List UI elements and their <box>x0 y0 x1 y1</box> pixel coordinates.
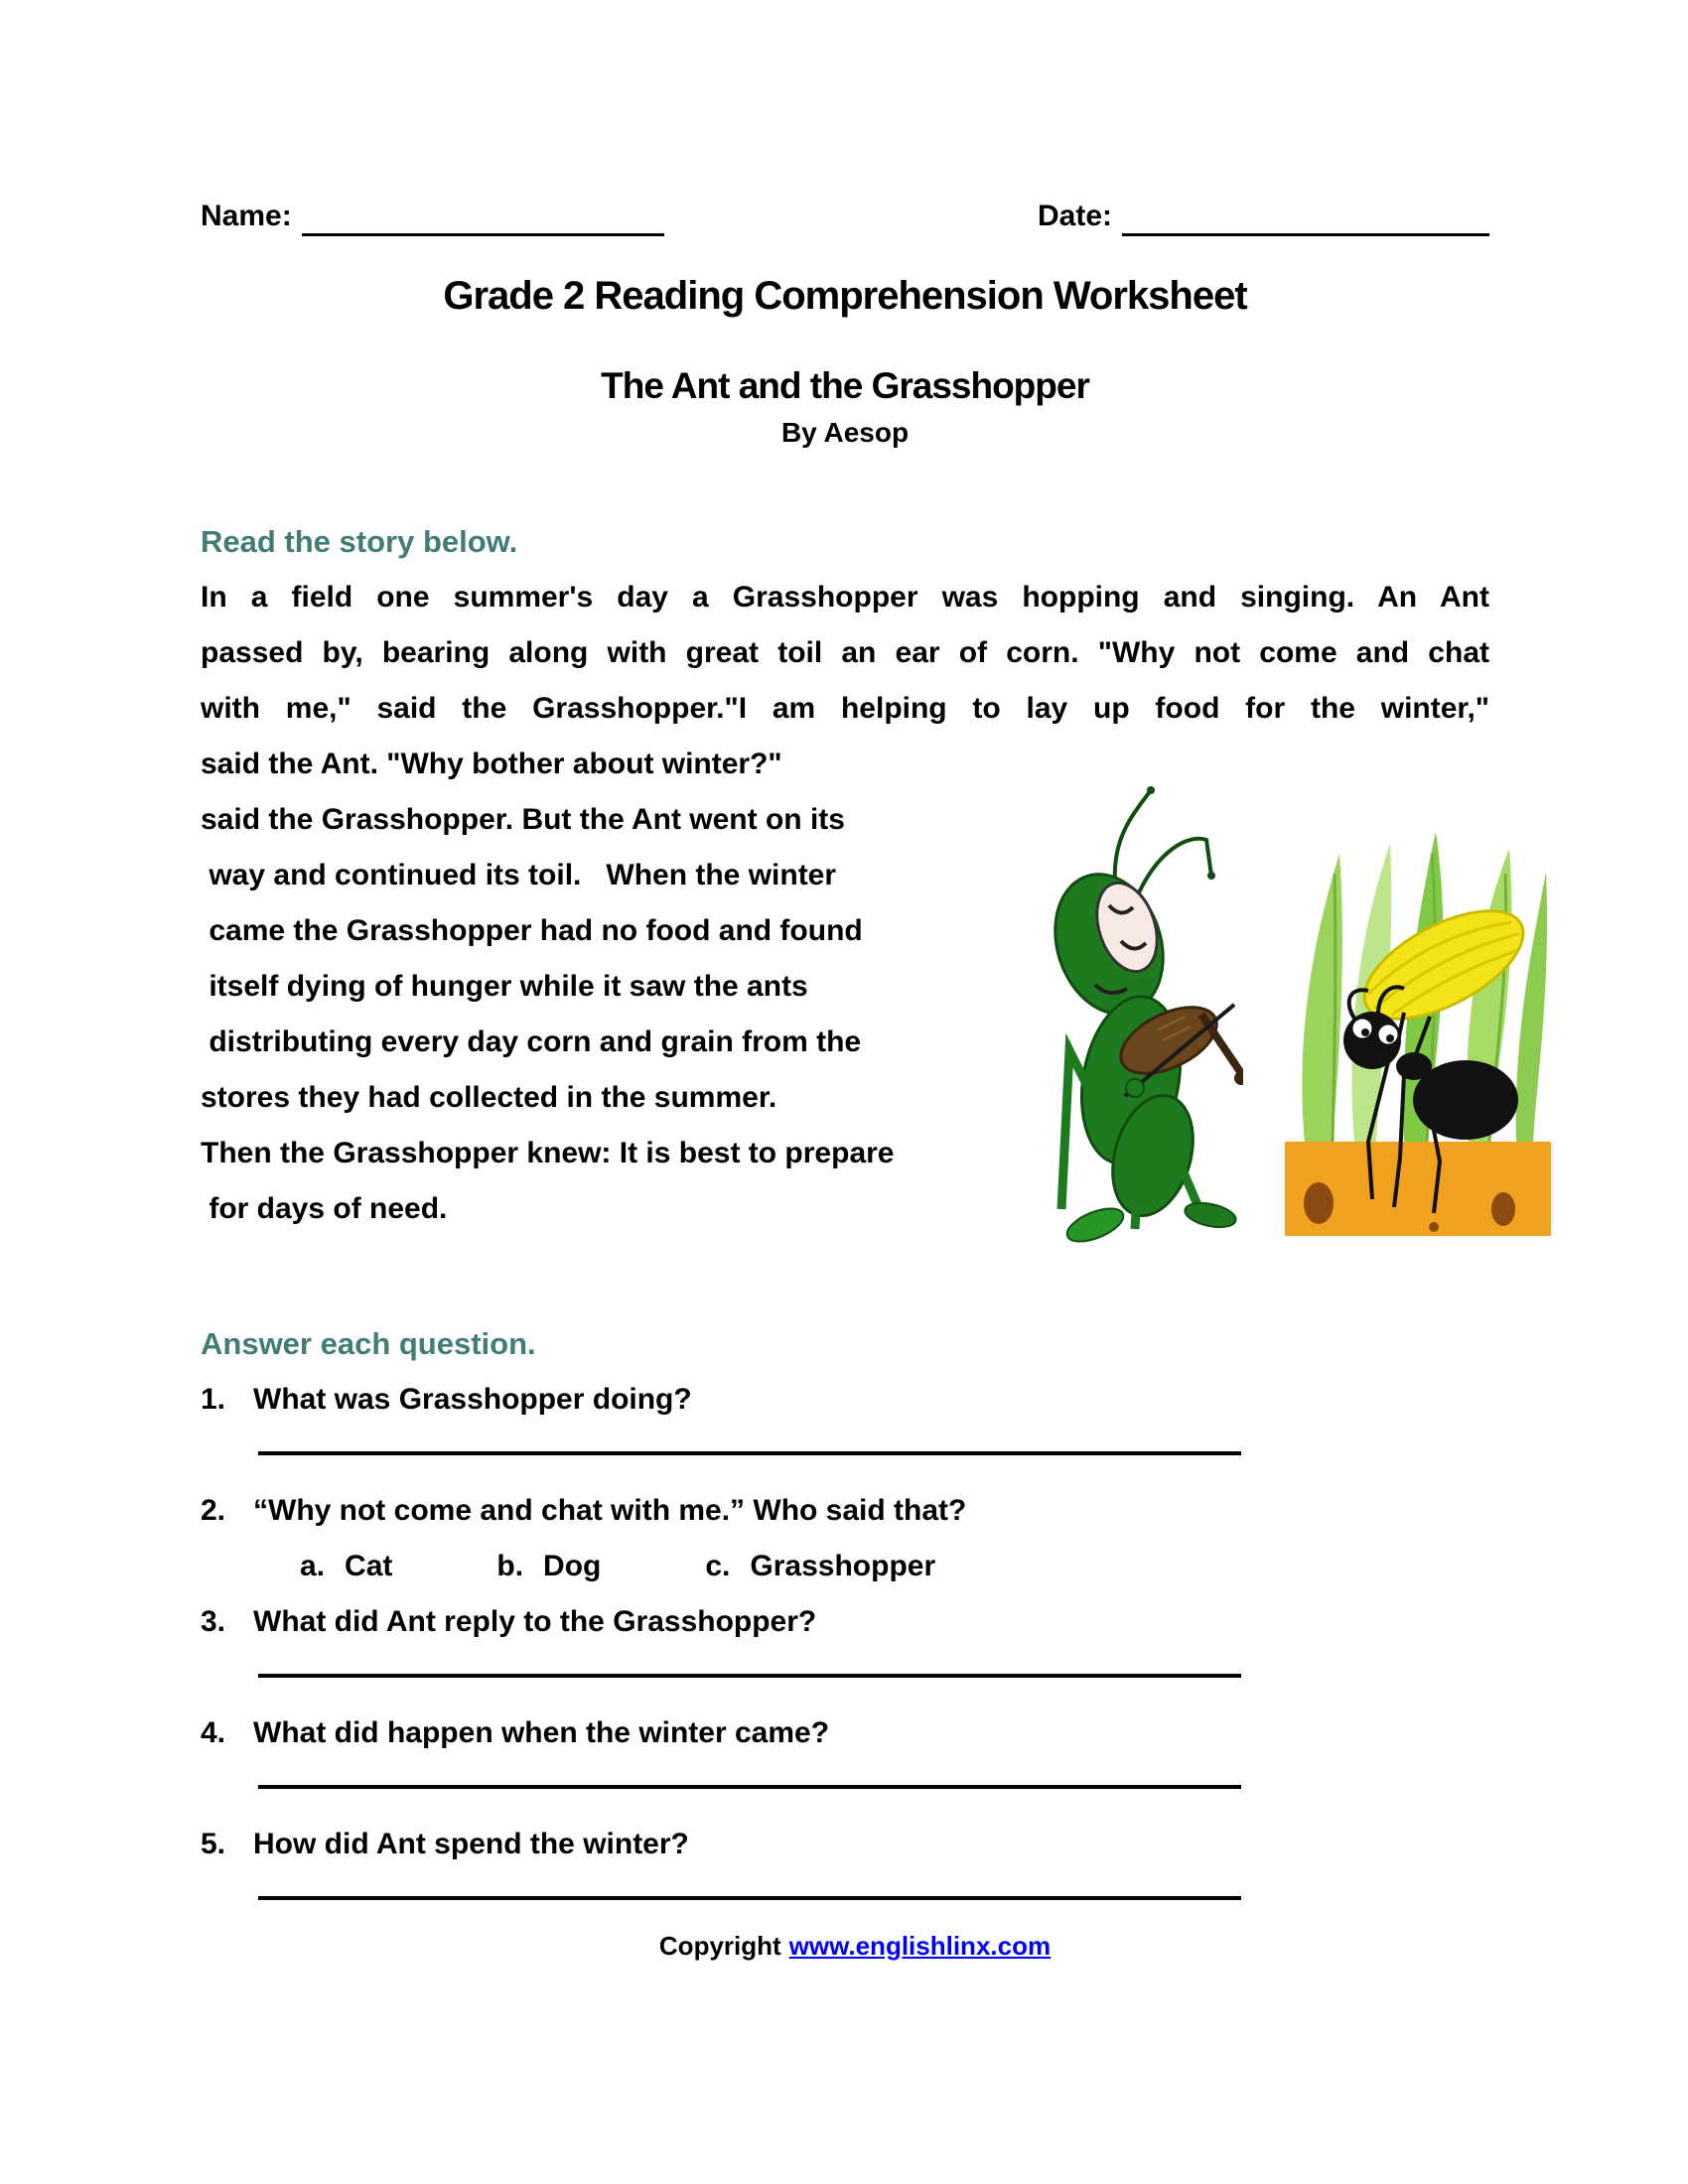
question-text: What was Grasshopper doing? <box>253 1383 692 1416</box>
copyright-label: Copyright <box>658 1931 781 1961</box>
story-paragraph-bottom <box>201 792 1040 1247</box>
question-1 <box>201 1372 1549 1428</box>
story-line: passed by, bearing along with great toil an ear of corn. "Why not come and chat <box>201 636 1489 669</box>
story-line: said the Grasshopper. But the Ant went on its <box>201 803 845 836</box>
page-title: Grade 2 Reading Comprehension Worksheet <box>443 274 1247 318</box>
name-label: Name: <box>201 200 292 232</box>
story-line: with me," said the Grasshopper."I am helping to lay up food for the winter," <box>201 692 1489 725</box>
date-input-line[interactable] <box>1122 200 1489 236</box>
option-label: Grasshopper <box>750 1550 936 1582</box>
option-letter: b. <box>496 1550 524 1582</box>
question-3 <box>201 1594 1549 1650</box>
option-label: Dog <box>543 1550 602 1582</box>
question-text: What did happen when the winter came? <box>253 1716 830 1749</box>
story-paragraph-top <box>201 570 1489 792</box>
date-label: Date: <box>1037 200 1112 232</box>
answer-blank-5[interactable] <box>258 1872 1241 1900</box>
question-number: 5. <box>201 1828 226 1860</box>
read-story-heading: Read the story below. <box>201 524 518 559</box>
story-author: By Aesop <box>780 417 910 448</box>
question-text: What did Ant reply to the Grasshopper? <box>253 1605 817 1638</box>
story-line: for days of need. <box>201 1192 448 1225</box>
date-field <box>1038 197 1489 236</box>
answer-blank-4[interactable] <box>258 1761 1241 1789</box>
answer-options-row <box>300 1539 1549 1594</box>
question-4 <box>201 1706 1549 1761</box>
name-field <box>201 197 664 236</box>
option-c[interactable] <box>705 1539 935 1594</box>
story-line: said the Ant. "Why bother about winter?" <box>201 748 782 780</box>
story-title: The Ant and the Grasshopper <box>601 365 1089 406</box>
title-block <box>201 270 1489 451</box>
ant-carrying-corn-illustration <box>1285 814 1551 1236</box>
option-label: Cat <box>345 1550 393 1582</box>
question-5 <box>201 1817 1549 1872</box>
worksheet-content <box>201 0 1549 1964</box>
story-line: distributing every day corn and grain from the <box>201 1025 862 1058</box>
story-line: Then the Grasshopper knew: It is best to prepare <box>201 1137 895 1169</box>
question-text: How did Ant spend the winter? <box>253 1828 689 1860</box>
footer <box>201 1928 1489 1964</box>
option-a[interactable] <box>300 1539 392 1594</box>
option-b[interactable] <box>496 1539 601 1594</box>
story-with-images-row <box>201 792 1549 1247</box>
answer-questions-heading: Answer each question. <box>201 1326 536 1361</box>
question-number: 3. <box>201 1605 226 1638</box>
story-line: itself dying of hunger while it saw the ants <box>201 970 808 1003</box>
name-date-row <box>201 197 1489 236</box>
question-2 <box>201 1483 1549 1539</box>
answer-blank-3[interactable] <box>258 1650 1241 1678</box>
story-illustrations <box>1040 792 1551 1247</box>
question-number: 4. <box>201 1716 226 1749</box>
grasshopper-violin-illustration <box>1040 780 1243 1247</box>
englishlinx-link[interactable]: www.englishlinx.com <box>788 1931 1052 1961</box>
question-text: “Why not come and chat with me.” Who said that? <box>253 1494 967 1527</box>
story-line: In a field one summer's day a Grasshopper was hopping and singing. An Ant <box>201 581 1489 614</box>
answer-blank-1[interactable] <box>258 1428 1241 1455</box>
option-letter: a. <box>300 1550 326 1582</box>
question-number: 2. <box>201 1494 226 1527</box>
story-line: came the Grasshopper had no food and found <box>201 914 863 947</box>
story-line: way and continued its toil. When the winter <box>201 859 837 891</box>
option-letter: c. <box>705 1550 731 1582</box>
question-number: 1. <box>201 1383 226 1416</box>
story-line: stores they had collected in the summer. <box>201 1081 777 1114</box>
name-input-line[interactable] <box>302 200 664 236</box>
